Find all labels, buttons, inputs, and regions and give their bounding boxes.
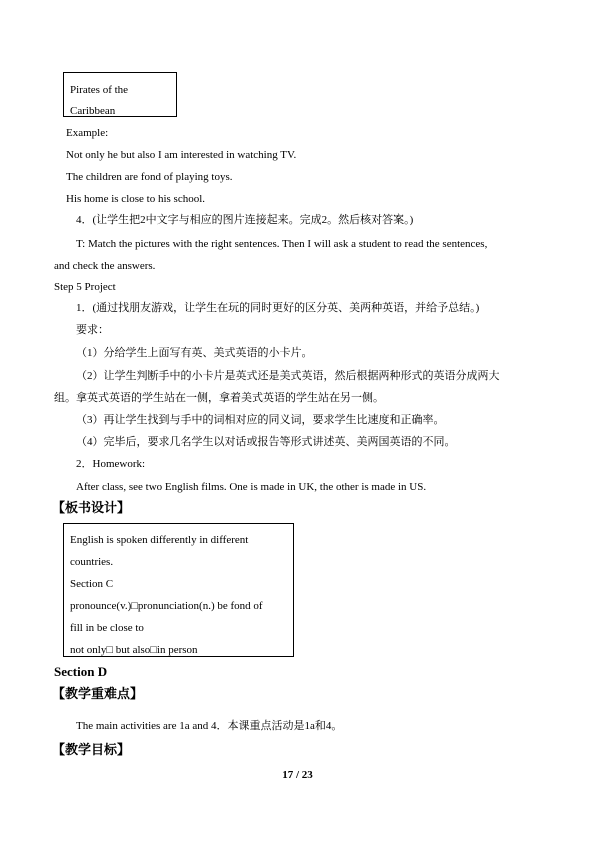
board-line: pronounce(v.)□pronunciation(n.) be fond of	[70, 600, 263, 612]
example-sentence: The children are fond of playing toys.	[66, 171, 233, 183]
homework-label: 2．Homework:	[76, 458, 146, 470]
page-number: 17 / 23	[282, 769, 313, 781]
requirement-2-line1: （2）让学生判断手中的小卡片是英式还是美式英语，然后根据两种形式的英语分成两大	[76, 370, 500, 382]
step5-item1: 1．(通过找朋友游戏，让学生在玩的同时更好的区分英、美两种英语，并给予总结。)	[76, 302, 480, 314]
key-points-heading: 【教学重难点】	[52, 686, 144, 701]
requirement-4: （4）完毕后，要求几名学生以对话或报告等形式讲述英、美两国英语的不同。	[76, 436, 456, 448]
board-line: countries.	[70, 556, 114, 568]
film-title-line: Pirates of the	[70, 84, 129, 96]
step4-teacher-line: T: Match the pictures with the right sentences. Then I will ask a student to read the sentences,	[76, 238, 488, 250]
key-points-text: The main activities are 1a and 4．本课重点活动是1a和4。	[76, 720, 343, 732]
requirement-3: （3）再让学生找到与手中的词相对应的同义词，要求学生比速度和正确率。	[76, 414, 445, 426]
example-sentence: His home is close to his school.	[66, 193, 206, 205]
step4-teacher-line: and check the answers.	[54, 260, 156, 272]
board-line: fill in be close to	[70, 622, 144, 634]
requirement-1: （1）分给学生上面写有英、美式英语的小卡片。	[76, 347, 313, 359]
board-line: English is spoken differently in different	[70, 534, 249, 546]
objectives-heading: 【教学目标】	[52, 742, 131, 757]
example-sentence: Not only he but also I am interested in watching TV.	[66, 149, 297, 161]
section-d-title: Section D	[54, 664, 108, 679]
film-title-box	[63, 72, 177, 117]
board-line: not only□ but also□in person	[70, 644, 198, 656]
homework-text: After class, see two English films. One is made in UK, the other is made in US.	[76, 481, 427, 493]
step5-title: Step 5 Project	[54, 281, 116, 293]
requirements-label: 要求：	[76, 324, 109, 336]
board-line: Section C	[70, 578, 114, 590]
example-label: Example:	[66, 127, 109, 139]
requirement-2-line2: 组。拿英式英语的学生站在一侧，拿着美式英语的学生站在另一侧。	[54, 392, 384, 404]
film-title-line: Caribbean	[70, 105, 116, 117]
board-design-heading: 【板书设计】	[52, 500, 131, 515]
step4-instruction: 4．(让学生把2中文字与相应的图片连接起来。完成2。然后核对答案。)	[76, 214, 414, 226]
board-design-box	[63, 523, 294, 657]
